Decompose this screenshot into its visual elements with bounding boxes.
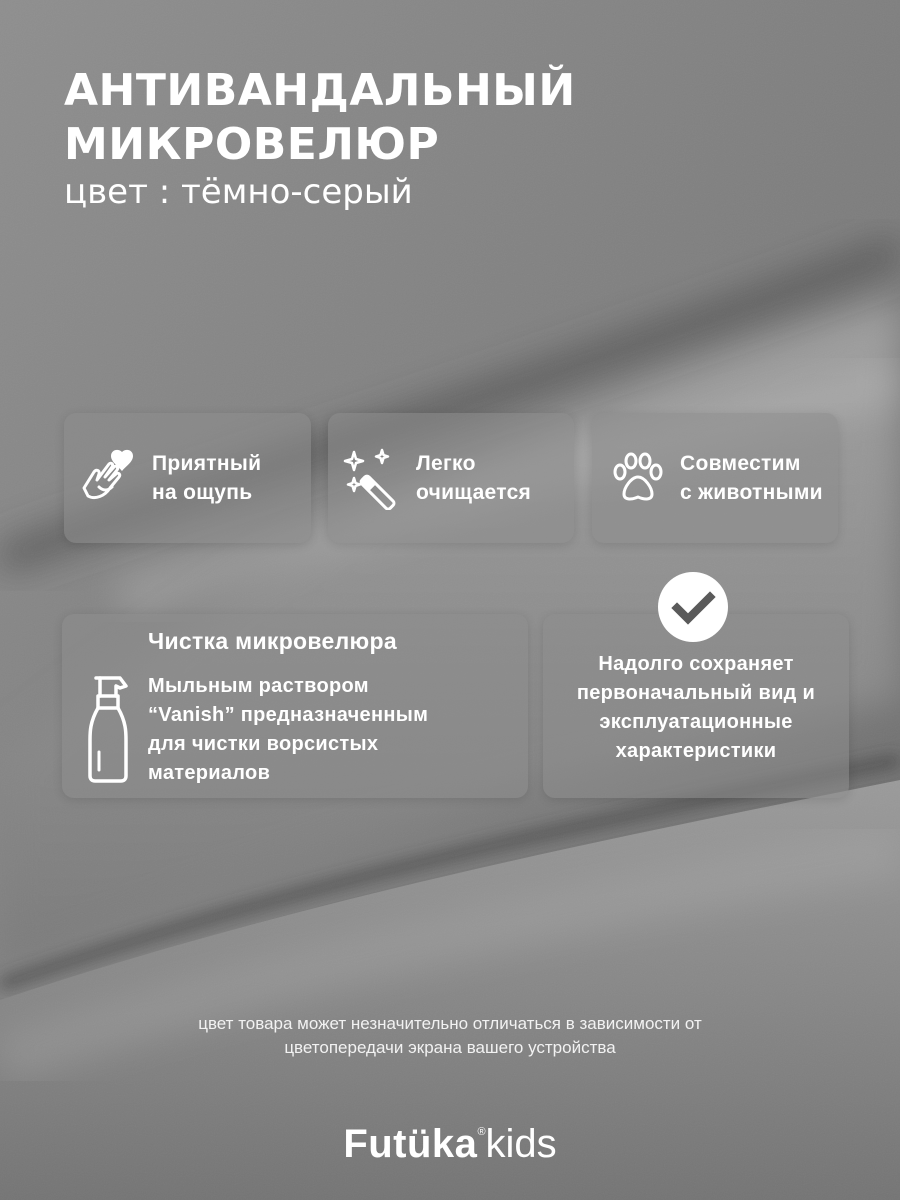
- care-line-4: материалов: [148, 762, 271, 784]
- care-line-2: “Vanish” предназначенным: [148, 704, 429, 726]
- feature-text-pets: [680, 449, 823, 507]
- care-line-3: для чистки ворсистых: [148, 733, 379, 755]
- color-disclaimer: [0, 1012, 900, 1060]
- logo-subbrand: kids: [485, 1122, 557, 1166]
- color-subtitle: цвет : тёмно-серый: [64, 172, 413, 212]
- headline: [64, 64, 576, 172]
- care-card: [62, 614, 528, 798]
- feature-text-clean: [416, 449, 531, 507]
- care-line-1: Мыльным раствором: [148, 675, 369, 697]
- brand-logo: [0, 1122, 900, 1167]
- disclaimer-line-2: цветопередачи экрана вашего устройства: [284, 1038, 616, 1057]
- feature-pets-line-1: Совместим: [680, 452, 801, 475]
- check-circle-icon: [657, 571, 729, 643]
- headline-line-2: МИКРОВЕЛЮР: [64, 119, 440, 170]
- feature-soft-line-2: на ощупь: [152, 481, 253, 504]
- durability-text: [543, 650, 849, 766]
- durability-line-2: первоначальный вид и: [576, 682, 816, 704]
- care-description: [148, 672, 428, 788]
- feature-soft-line-1: Приятный: [152, 452, 262, 475]
- feature-card-soft: [64, 413, 311, 543]
- spray-bottle-icon: [86, 674, 136, 784]
- feature-clean-line-2: очищается: [416, 481, 532, 504]
- care-title: Чистка микровелюра: [148, 628, 397, 654]
- hand-heart-icon: [78, 446, 142, 510]
- logo-registered-mark: ®: [477, 1126, 486, 1138]
- feature-card-pets: [592, 413, 838, 543]
- magic-wand-icon: [342, 446, 406, 510]
- feature-pets-line-2: с животными: [680, 481, 823, 504]
- durability-line-1: Надолго сохраняет: [598, 653, 794, 675]
- durability-line-3: эксплуатационные: [599, 711, 793, 733]
- feature-clean-line-1: Легко: [416, 452, 476, 475]
- logo-brand-name: Futüka: [343, 1122, 478, 1166]
- feature-text-soft: [152, 449, 261, 507]
- disclaimer-line-1: цвет товара может незначительно отличаться в зависимости от: [198, 1014, 702, 1033]
- headline-line-1: АНТИВАНДАЛЬНЫЙ: [64, 65, 576, 116]
- durability-line-4: характеристики: [615, 740, 777, 762]
- feature-card-clean: [328, 413, 574, 543]
- paw-icon: [606, 446, 670, 510]
